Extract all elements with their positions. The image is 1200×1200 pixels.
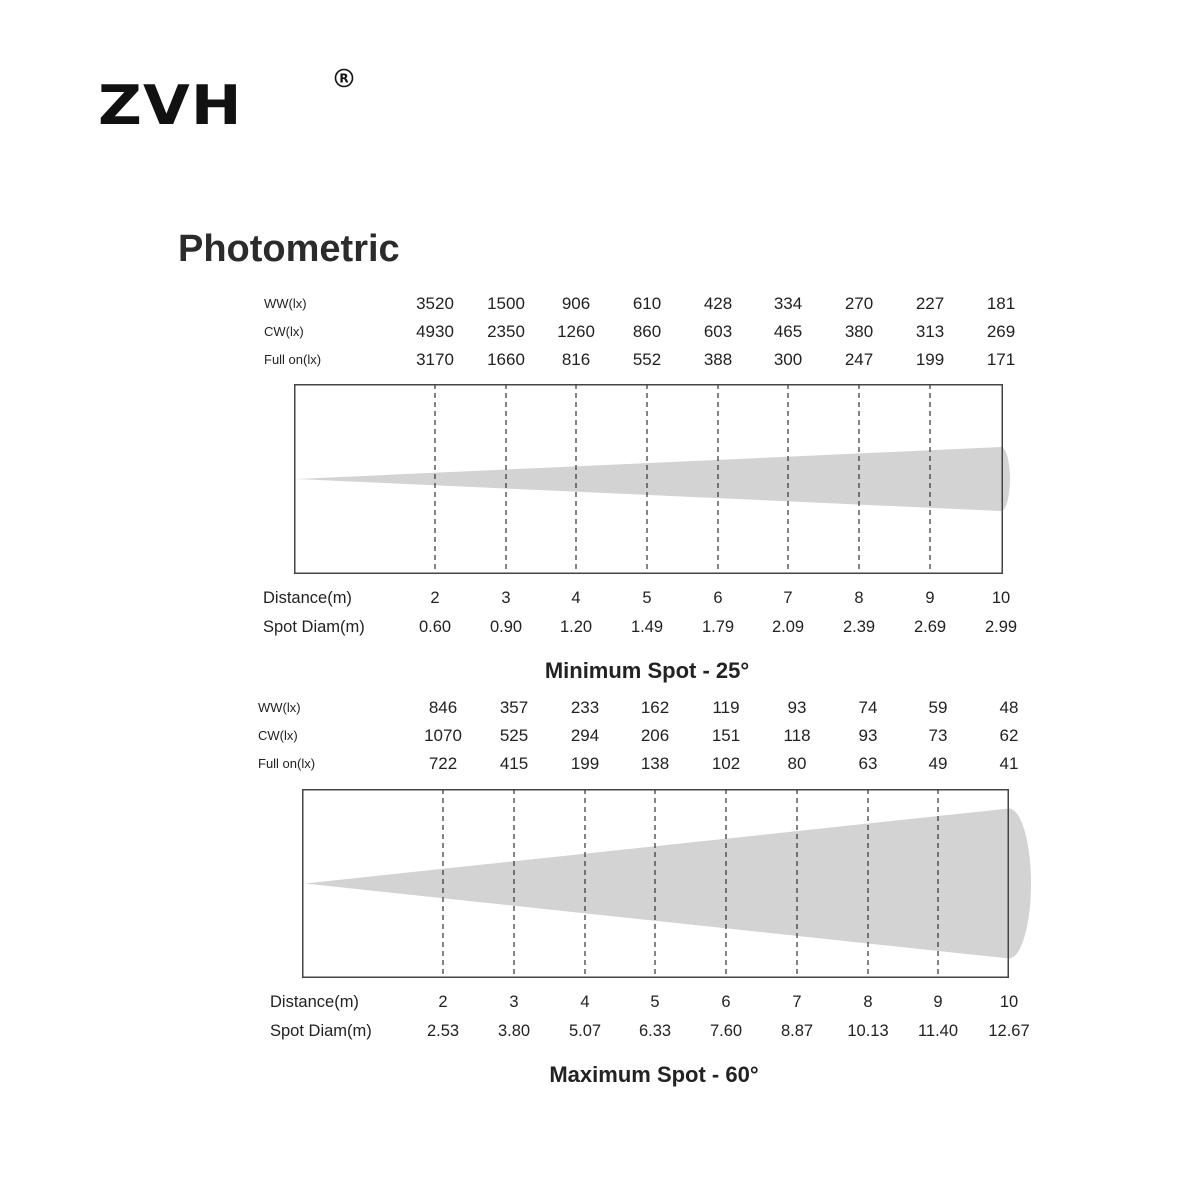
lux-value: 41	[999, 754, 1019, 773]
lux-row-label: Full on(lx)	[264, 352, 322, 367]
brand-logo	[98, 70, 349, 137]
logo-wordmark: ZVH	[98, 74, 243, 137]
lux-row-label: CW(lx)	[258, 728, 298, 743]
distance-value: 8	[863, 993, 873, 1011]
light-beam-cone	[297, 447, 1010, 511]
lux-value: 62	[999, 726, 1019, 745]
lux-value: 227	[915, 294, 945, 313]
distance-value: 4	[580, 993, 590, 1011]
beam-diagram	[302, 789, 1049, 978]
lux-value: 300	[773, 350, 803, 369]
lux-value: 48	[999, 698, 1019, 717]
registered-mark-icon	[334, 68, 354, 88]
lux-value: 334	[773, 294, 803, 313]
distance-value: 3	[509, 993, 519, 1011]
spot-diameter-value: 2.69	[913, 618, 947, 636]
lux-value: 388	[703, 350, 733, 369]
distance-value: 4	[571, 589, 581, 607]
lux-value: 525	[499, 726, 529, 745]
spot-diameter-label: Spot Diam(m)	[270, 1022, 372, 1040]
distance-value: 9	[933, 993, 943, 1011]
spot-diameter-value: 0.60	[418, 618, 452, 636]
spot-diameter-value: 5.07	[568, 1022, 602, 1040]
spot-diameter-value: 0.90	[489, 618, 523, 636]
lux-row-label: Full on(lx)	[258, 756, 316, 771]
lux-value: 49	[928, 754, 948, 773]
lux-value: 93	[858, 726, 878, 745]
spot-diameter-label: Spot Diam(m)	[263, 618, 365, 636]
lux-value: 206	[640, 726, 670, 745]
spot-diameter-value: 12.67	[988, 1022, 1030, 1040]
spot-diameter-value: 10.13	[847, 1022, 889, 1040]
lux-value: 552	[632, 350, 662, 369]
lux-value: 313	[915, 322, 945, 341]
lux-value: 860	[632, 322, 662, 341]
lux-value: 93	[787, 698, 807, 717]
diagram-caption: Minimum Spot - 25°	[544, 658, 750, 683]
spot-diameter-value: 2.09	[771, 618, 805, 636]
lux-row-label: WW(lx)	[264, 296, 307, 311]
lux-value: 4930	[416, 322, 454, 341]
lux-value: 233	[570, 698, 600, 717]
distance-label: Distance(m)	[263, 589, 352, 607]
spot-diameter-value: 11.40	[917, 1022, 959, 1040]
beam-diagram	[294, 384, 1043, 574]
lux-value: 119	[712, 698, 740, 717]
lux-value: 162	[640, 698, 670, 717]
lux-value: 181	[986, 294, 1016, 313]
lux-value: 151	[711, 726, 741, 745]
distance-label: Distance(m)	[270, 993, 359, 1011]
spot-diameter-value: 7.60	[709, 1022, 743, 1040]
lux-value: 294	[570, 726, 600, 745]
spot-diameter-value: 6.33	[638, 1022, 672, 1040]
light-beam-cone	[305, 809, 1031, 959]
lux-value: 2350	[487, 322, 525, 341]
svg-text:R: R	[339, 71, 349, 86]
lux-value: 59	[928, 698, 948, 717]
distance-value: 5	[650, 993, 660, 1011]
lux-value: 357	[499, 698, 529, 717]
lux-value: 80	[787, 754, 807, 773]
distance-value: 10	[999, 993, 1019, 1011]
distance-value: 2	[430, 589, 440, 607]
lux-value: 1660	[487, 350, 525, 369]
lux-value: 247	[844, 350, 874, 369]
lux-value: 603	[703, 322, 733, 341]
spot-diameter-value: 3.80	[497, 1022, 531, 1040]
spot-diameter-value: 2.39	[842, 618, 876, 636]
lux-value: 722	[428, 754, 458, 773]
lux-row-label: CW(lx)	[264, 324, 304, 339]
spot-diameter-value: 2.53	[426, 1022, 460, 1040]
lux-value: 63	[858, 754, 878, 773]
lux-value: 415	[499, 754, 529, 773]
lux-value: 465	[773, 322, 803, 341]
lux-value: 1070	[424, 726, 462, 745]
distance-value: 9	[925, 589, 935, 607]
lux-value: 270	[844, 294, 874, 313]
lux-value: 74	[858, 698, 878, 717]
spot-diameter-value: 1.20	[559, 618, 593, 636]
lux-value: 816	[561, 350, 591, 369]
spot-diameter-value: 8.87	[780, 1022, 814, 1040]
spot-diameter-value: 1.49	[630, 618, 664, 636]
distance-value: 5	[642, 589, 652, 607]
lux-value: 906	[561, 294, 591, 313]
distance-value: 3	[501, 589, 511, 607]
diagram-caption: Maximum Spot - 60°	[549, 1062, 759, 1087]
distance-value: 7	[792, 993, 802, 1011]
distance-value: 6	[721, 993, 731, 1011]
lux-value: 610	[632, 294, 662, 313]
distance-value: 2	[438, 993, 448, 1011]
lux-value: 118	[783, 726, 811, 745]
lux-value: 846	[428, 698, 458, 717]
lux-value: 102	[711, 754, 741, 773]
lux-value: 199	[570, 754, 600, 773]
distance-value: 6	[713, 589, 723, 607]
distance-value: 10	[991, 589, 1011, 607]
lux-value: 3170	[416, 350, 454, 369]
lux-value: 3520	[416, 294, 454, 313]
lux-value: 138	[640, 754, 670, 773]
lux-value: 73	[928, 726, 948, 745]
lux-value: 199	[915, 350, 945, 369]
lux-value: 1500	[487, 294, 525, 313]
lux-value: 380	[844, 322, 874, 341]
lux-row-label: WW(lx)	[258, 700, 301, 715]
distance-value: 7	[783, 589, 793, 607]
distance-value: 8	[854, 589, 864, 607]
spot-diameter-value: 1.79	[701, 618, 735, 636]
spot-diameter-value: 2.99	[984, 618, 1018, 636]
lux-value: 269	[986, 322, 1016, 341]
lux-value: 1260	[557, 322, 595, 341]
lux-value: 428	[703, 294, 733, 313]
page-title: Photometric	[178, 228, 400, 270]
lux-value: 171	[986, 350, 1016, 369]
